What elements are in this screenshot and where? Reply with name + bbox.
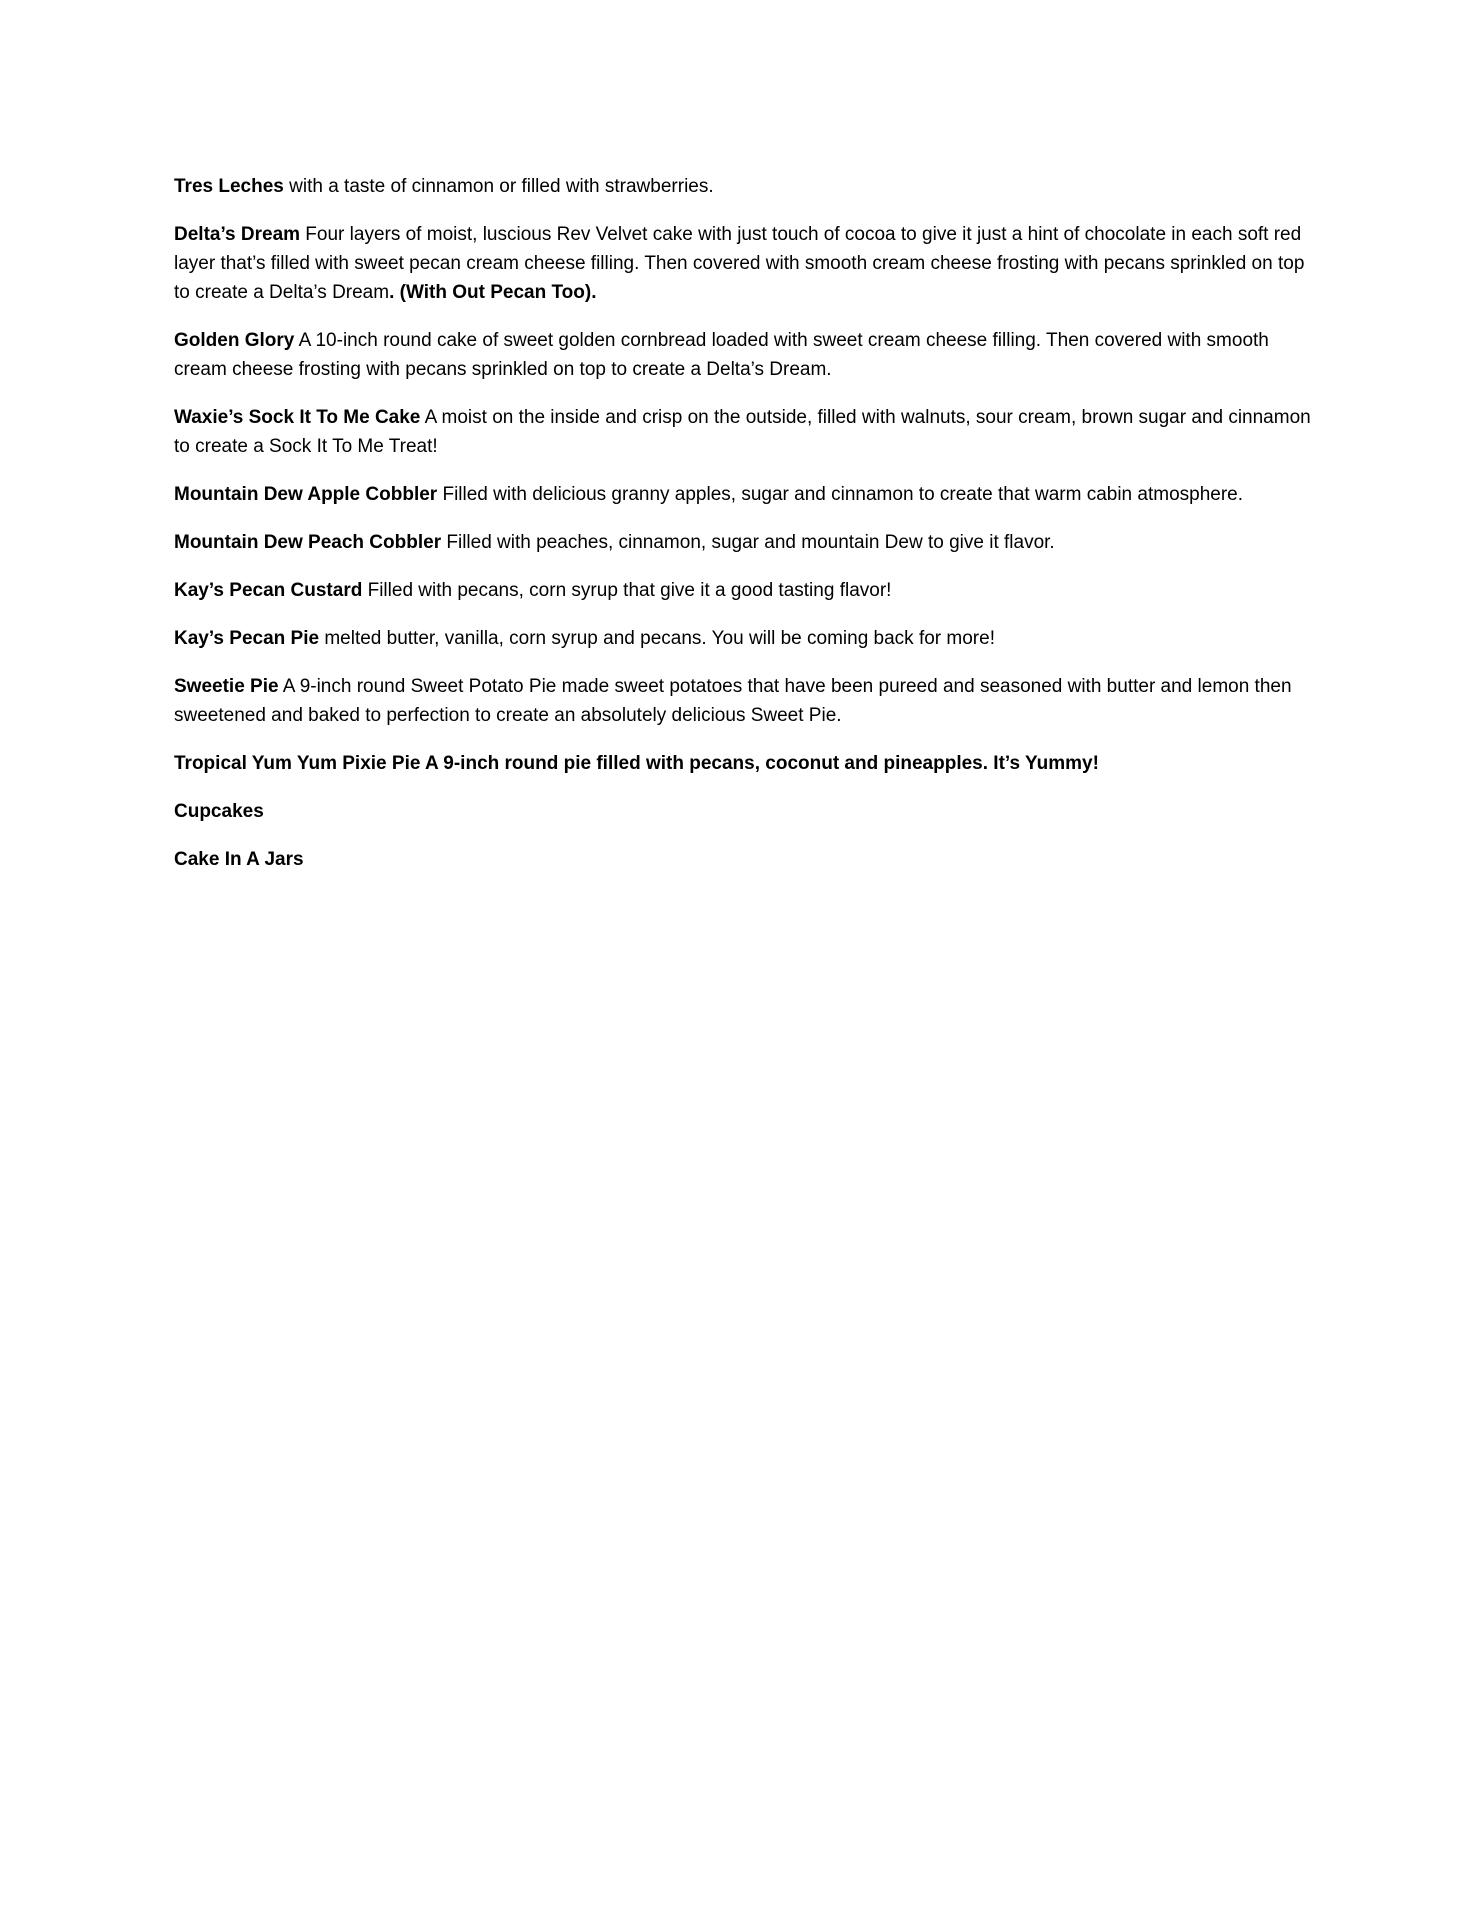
menu-item-pecan-custard (174, 576, 1324, 605)
menu-item-pecan-pie (174, 624, 1324, 653)
menu-item-golden-glory (174, 326, 1324, 384)
menu-item-tres-leches (174, 172, 1324, 201)
item-name: Mountain Dew Peach Cobbler (174, 532, 442, 553)
menu-item-cake-in-a-jar (174, 845, 1324, 874)
item-name: Tropical Yum Yum Pixie Pie (174, 753, 421, 774)
item-name: Tres Leches (174, 176, 284, 197)
item-name: Golden Glory (174, 330, 295, 351)
item-description: Filled with peaches, cinnamon, sugar and mountain Dew to give it flavor. (441, 532, 1055, 553)
item-description: A 9-inch round Sweet Potato Pie made sweet potatoes that have been pureed and seasoned with butter and lemon then sweetened and baked to perfection to create an absolutely delicious Sweet Pie. (174, 676, 1292, 726)
item-name: Cake In A Jars (174, 849, 304, 870)
item-description: Filled with pecans, corn syrup that give it a good tasting flavor! (362, 580, 892, 601)
item-name: Sweetie Pie (174, 676, 279, 697)
menu-item-sock-it-to-me-cake (174, 403, 1324, 461)
menu-item-apple-cobbler (174, 480, 1324, 509)
item-description: Four layers of moist, luscious Rev Velvet cake with just touch of cocoa to give it just a hint of chocolate in each soft red layer that’s filled with sweet pecan cream cheese filling. Then covered with smooth cream cheese frosting with pecans sprinkled on top to create a Delta’s Dream (174, 224, 1305, 303)
item-description: A 9-inch round pie filled with pecans, coconut and pineapples. It’s Yummy! (420, 753, 1099, 774)
item-note: . (With Out Pecan Too). (389, 282, 597, 303)
item-description: melted butter, vanilla, corn syrup and pecans. You will be coming back for more! (319, 628, 995, 649)
menu-item-deltas-dream (174, 220, 1324, 307)
item-description: A 10-inch round cake of sweet golden cornbread loaded with sweet cream cheese filling. Then covered with smooth cream cheese frosting with pecans sprinkled on top to create a Delta’s Dream. (174, 330, 1269, 380)
item-name: Mountain Dew Apple Cobbler (174, 484, 438, 505)
menu-item-peach-cobbler (174, 528, 1324, 557)
item-name: Cupcakes (174, 801, 264, 822)
menu-item-pixie-pie (174, 749, 1324, 778)
item-name: Waxie’s Sock It To Me Cake (174, 407, 421, 428)
menu-item-sweetie-pie (174, 672, 1324, 730)
item-name: Kay’s Pecan Custard (174, 580, 363, 601)
item-description: A moist on the inside and crisp on the outside, filled with walnuts, sour cream, brown sugar and cinnamon to create a Sock It To Me Treat! (174, 407, 1311, 457)
item-description: Filled with delicious granny apples, sugar and cinnamon to create that warm cabin atmosphere. (437, 484, 1244, 505)
document-page (174, 172, 1324, 893)
item-name: Delta’s Dream (174, 224, 301, 245)
item-name: Kay’s Pecan Pie (174, 628, 320, 649)
menu-item-cupcakes (174, 797, 1324, 826)
item-description: with a taste of cinnamon or filled with strawberries. (283, 176, 714, 197)
